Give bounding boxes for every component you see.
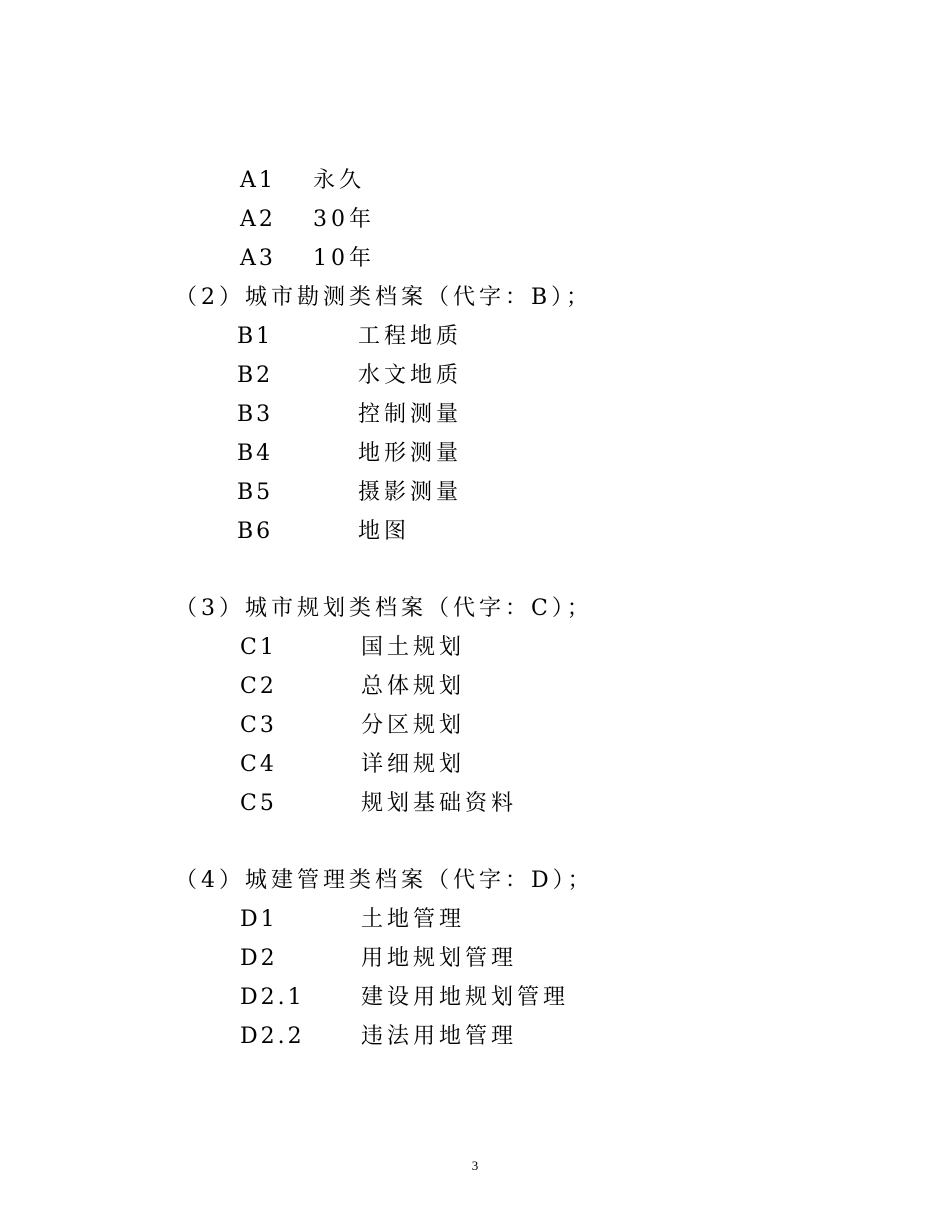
code-b2: B2 [237, 363, 274, 388]
label-b5: 摄影测量 [358, 480, 463, 505]
section-c-heading: （3）城市规划类档案（代字：C）； [175, 596, 593, 621]
label-a3: 10年 [313, 246, 375, 271]
code-a2: A2 [240, 207, 276, 232]
label-b4: 地形测量 [358, 441, 463, 466]
label-b2: 水文地质 [358, 363, 463, 388]
code-b1: B1 [237, 324, 274, 349]
label-b6: 地图 [358, 519, 411, 544]
code-c2: C2 [240, 674, 277, 699]
code-b6: B6 [237, 519, 274, 544]
code-b3: B3 [237, 402, 274, 427]
code-a1: A1 [240, 168, 276, 193]
code-d1: D1 [240, 907, 278, 932]
code-d2-1: D2.1 [240, 985, 305, 1010]
code-a3: A3 [240, 246, 276, 271]
label-c3: 分区规划 [361, 713, 466, 738]
section-b-heading: （2）城市勘测类档案（代字：B）； [175, 285, 593, 310]
label-d1: 土地管理 [361, 907, 466, 932]
label-d2-1: 建设用地规划管理 [361, 985, 570, 1010]
label-d2: 用地规划管理 [361, 946, 518, 971]
page-number: 3 [471, 1158, 479, 1173]
label-a2: 30年 [313, 207, 375, 232]
code-c3: C3 [240, 713, 277, 738]
code-d2-2: D2.2 [240, 1024, 305, 1049]
code-c1: C1 [240, 635, 277, 660]
code-b4: B4 [237, 441, 274, 466]
code-c4: C4 [240, 752, 277, 777]
label-b1: 工程地质 [358, 324, 463, 349]
label-b3: 控制测量 [358, 402, 463, 427]
label-c1: 国土规划 [361, 635, 466, 660]
label-d2-2: 违法用地管理 [361, 1024, 518, 1049]
label-c5: 规划基础资料 [361, 791, 518, 816]
label-c2: 总体规划 [361, 674, 466, 699]
code-d2: D2 [240, 946, 278, 971]
code-b5: B5 [237, 480, 274, 505]
label-c4: 详细规划 [361, 752, 466, 777]
section-d-heading: （4）城建管理类档案（代字：D）； [175, 868, 594, 893]
label-a1: 永久 [313, 168, 366, 193]
code-c5: C5 [240, 791, 277, 816]
